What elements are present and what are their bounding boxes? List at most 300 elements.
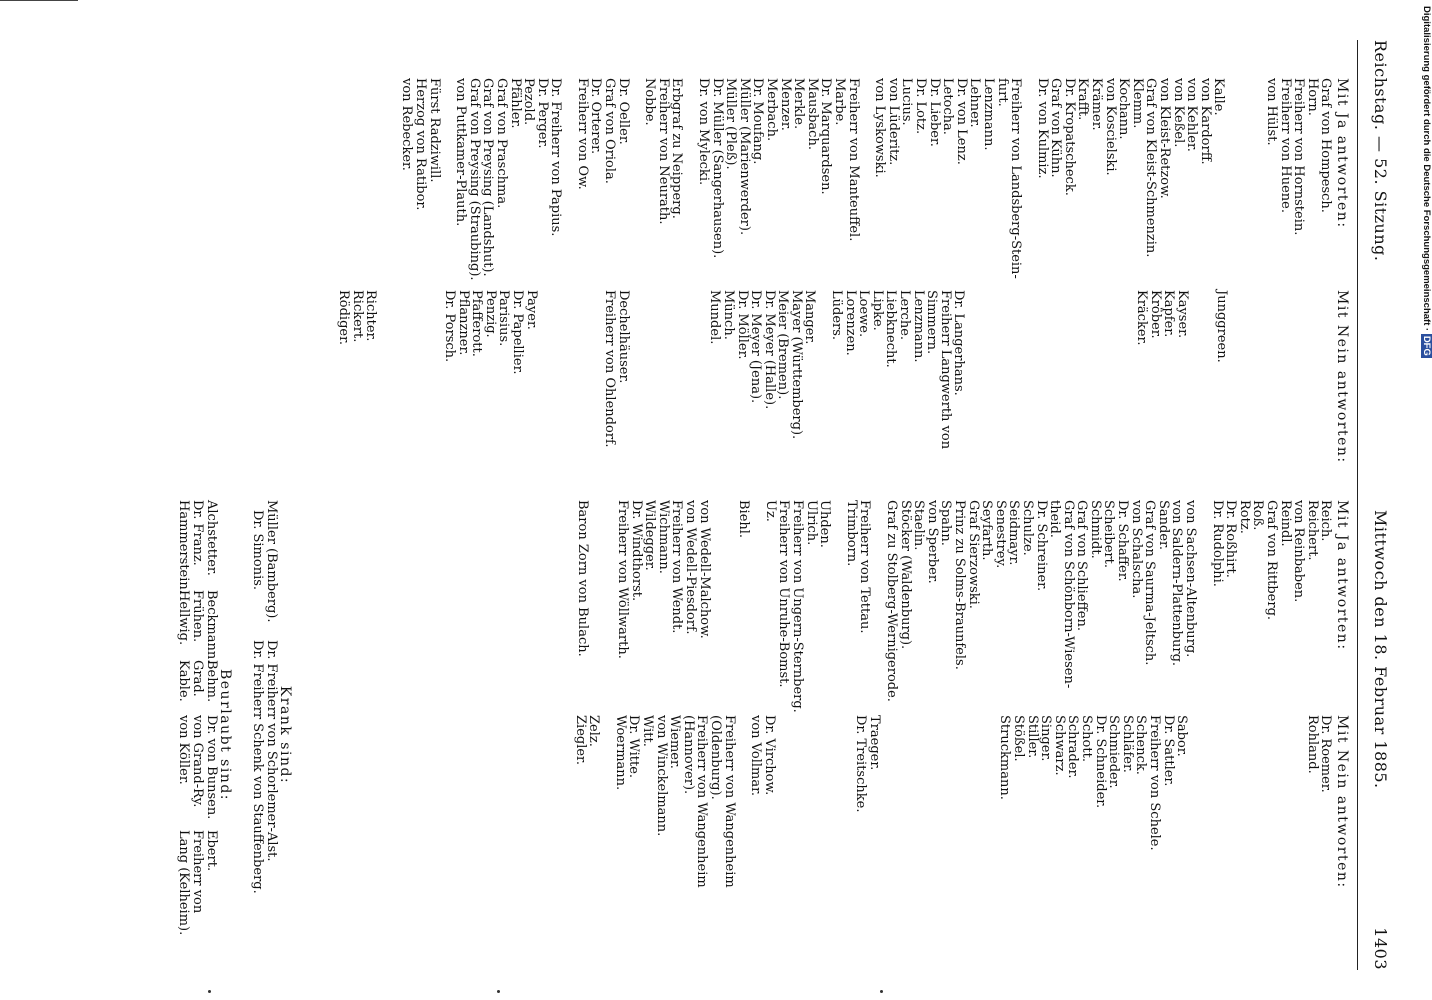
spacer — [1241, 290, 1254, 480]
member-name: Graf von Kleist-Schmenzin. — [1143, 78, 1159, 258]
leave-name: Grad. — [190, 660, 205, 697]
member-name: Freiherr von Manteuffel. — [845, 78, 861, 242]
member-name: Dr. Orterer. — [588, 78, 604, 155]
leave-name: von Grand-Ry. — [190, 715, 205, 808]
spacer — [1121, 290, 1134, 480]
member-name: Dr. Langerhans. — [951, 290, 967, 396]
member-name: Merkle. — [791, 78, 807, 130]
spacer — [403, 290, 416, 480]
spacer — [724, 500, 737, 690]
spacer — [416, 290, 429, 480]
member-name: Payer. — [523, 290, 539, 330]
member-name: Freiherr von Wangenheim — [721, 715, 737, 888]
spacer — [630, 78, 643, 278]
header-session: Reichstag. — 52. Sitzung. — [1371, 40, 1390, 262]
leave-name: Lang (Kelheim). — [176, 830, 191, 936]
member-name: Woermann. — [612, 715, 628, 791]
spacer — [1214, 715, 1227, 915]
member-name: Dr. von Mylecki. — [696, 78, 712, 186]
sick-name: Dr. Freiherr Schenk von Stauffenberg. — [250, 640, 265, 894]
spacer — [1069, 290, 1082, 480]
spacer — [1108, 290, 1121, 480]
member-name: Schläfer. — [1119, 715, 1135, 773]
member-name: Graf von Rittberg. — [1264, 500, 1280, 621]
member-name: Dr. Windthorst. — [628, 500, 644, 602]
member-name: Müller (Marienwerder). — [736, 78, 752, 236]
member-name: Sabor. — [1174, 715, 1190, 757]
member-name: von Kleist-Retzow. — [1157, 78, 1173, 199]
member-name: Graf von Preysing (Straubing). — [466, 78, 482, 281]
member-name: Schmieder. — [1106, 715, 1122, 789]
member-name: Manger. — [802, 290, 818, 345]
member-name: Traeger. — [866, 715, 882, 771]
spacer — [1225, 78, 1238, 278]
column-ja-2 — [575, 500, 1350, 713]
leave-name: Kable. — [176, 660, 191, 702]
member-name: Wiemer. — [667, 715, 683, 769]
member-name: Klemm. — [1129, 78, 1145, 129]
member-name: Freiherr von Schele. — [1147, 715, 1163, 851]
spacer — [776, 715, 789, 915]
member-name: (Hannover). — [680, 715, 696, 795]
spacer — [1267, 290, 1280, 480]
spacer — [750, 500, 763, 690]
spacer — [978, 290, 991, 480]
member-name: Dr. Marquardsen. — [818, 78, 834, 195]
member-name: Freiherr von Neurath. — [655, 78, 671, 225]
member-name: Freiherr Langwerth von — [937, 290, 953, 450]
member-name: theid. — [1047, 500, 1063, 538]
member-name: Mundel. — [707, 290, 723, 345]
member-name: Freiherr von Unruhe-Bomst. — [776, 500, 792, 688]
member-name: Zelz. — [586, 715, 602, 747]
spacer — [1022, 78, 1035, 278]
spacer — [959, 715, 972, 915]
member-name: Freiherr von Wangenheim — [694, 715, 710, 888]
spacer — [946, 715, 959, 915]
member-name: Freiherr von Landsberg-Stein- — [1008, 78, 1024, 279]
spacer — [682, 290, 695, 480]
member-name: Krafft. — [1075, 78, 1091, 121]
member-name: Merbach. — [764, 78, 780, 142]
member-name: von Sperber. — [924, 500, 940, 584]
member-name: Schenck. — [1133, 715, 1149, 775]
member-name: Lehner. — [967, 78, 983, 128]
member-name: Dr. Roemer. — [1318, 715, 1334, 793]
sick-line — [264, 500, 278, 970]
spacer — [1319, 290, 1332, 480]
spacer — [1227, 715, 1240, 915]
member-name: Mayer (Württemberg). — [788, 290, 804, 440]
spacer — [815, 715, 828, 915]
leave-name: Frühen. — [190, 590, 205, 643]
member-name: Kräcker. — [1134, 290, 1150, 346]
member-name: Schott. — [1079, 715, 1095, 762]
member-name: Lorenzen. — [842, 290, 858, 356]
member-name: Dr. Sattler. — [1160, 715, 1176, 787]
member-name: Dr. Papellier. — [509, 290, 525, 375]
member-name: Sander. — [1155, 500, 1171, 550]
member-name: Dr. Lieber. — [926, 78, 942, 147]
dfg-sidebar — [1418, 6, 1432, 566]
member-name: Freiherr von Tettau. — [857, 500, 873, 634]
member-name: Staelin. — [911, 500, 927, 551]
member-name: Stößel. — [1011, 715, 1027, 762]
member-name: Reichert. — [1304, 500, 1320, 561]
member-name: Scheibert. — [1101, 500, 1117, 568]
member-name: Spahn. — [938, 500, 954, 546]
member-name: Pfähler. — [507, 78, 523, 129]
member-name: Baron Zorn von Bulach. — [575, 500, 591, 657]
spacer — [390, 290, 403, 480]
member-name: furt. — [994, 78, 1010, 107]
spacer — [562, 78, 575, 278]
member-name: Schwarz. — [1051, 715, 1067, 776]
leave-name: Freiherr von — [190, 830, 205, 914]
member-name: Pfafferott. — [469, 290, 485, 357]
member-name: Letocha. — [940, 78, 956, 135]
member-name: Freiherr von Ow. — [574, 78, 590, 190]
member-name: Freiherr von Wendt. — [669, 500, 685, 634]
spacer — [1280, 290, 1293, 480]
spacer — [377, 290, 390, 480]
member-name: Dr. Porsch. — [442, 290, 457, 363]
spacer — [1188, 715, 1201, 915]
spacer — [1266, 715, 1279, 915]
member-name: Rohland. — [1304, 715, 1320, 774]
leave-row — [190, 500, 204, 970]
member-name: Roß. — [1250, 500, 1266, 531]
dfg-logo: DFG — [1421, 335, 1432, 356]
member-name: von Koscielski. — [1102, 78, 1118, 176]
leave-name: Beckmann. — [204, 590, 219, 664]
header-rule — [1357, 40, 1358, 970]
member-name: Marbe. — [832, 78, 847, 126]
member-name: Dr. Meyer (Halle). — [761, 290, 777, 410]
spacer — [1017, 290, 1030, 480]
leave-heading: Beurlaubt sind: — [217, 668, 233, 802]
spacer — [1254, 290, 1267, 480]
spacer — [1253, 715, 1266, 915]
spacer — [630, 290, 643, 480]
member-name: Pezold. — [521, 78, 537, 126]
member-name: von Schalscha. — [1128, 500, 1144, 599]
sick-heading: Krank sind: — [277, 685, 293, 785]
column-nein-2 — [573, 715, 1348, 915]
sick-name: Dr. Simonis. — [250, 510, 265, 591]
member-name: Graf von Schönborn-Wiesen- — [1060, 500, 1076, 689]
member-name: Seyfarth. — [979, 500, 995, 561]
spacer — [1293, 290, 1306, 480]
spacer — [1043, 290, 1056, 480]
spacer — [429, 290, 442, 480]
member-name: Dr. Moufang. — [750, 78, 766, 165]
member-name: Freiherr von Huene. — [1277, 78, 1293, 213]
member-name: von Rebecker. — [399, 78, 415, 171]
spacer — [600, 715, 613, 915]
spacer — [441, 78, 454, 278]
leave-name: Behm. — [204, 660, 219, 703]
spacer — [894, 715, 907, 915]
spacer — [841, 715, 854, 915]
spacer — [590, 290, 603, 480]
spacer — [711, 500, 724, 690]
member-name: von Vollmar. — [748, 715, 764, 797]
spacer — [965, 290, 978, 480]
member-name: Dr. Roßhirt. — [1223, 500, 1239, 578]
member-name: Lipke. — [869, 290, 885, 331]
member-name: Dr. Rudolphi. — [1209, 500, 1225, 587]
member-name: Uhden. — [817, 500, 833, 548]
member-name: Ziegler. — [572, 715, 588, 765]
member-name: Dr. Perger. — [534, 78, 550, 149]
member-name: von Wedell-Malchow. — [696, 500, 712, 639]
spacer — [590, 500, 603, 690]
spacer — [1238, 78, 1251, 278]
member-name: Dr. Freiherr von Papius. — [548, 78, 564, 237]
leave-name: Dr. von Bunsen. — [204, 715, 219, 820]
member-name: Dr. von Kulmiz. — [1034, 78, 1050, 179]
dfg-caption: Digitalisierung gefördert durch die Deutsche Forschungsgemeinschaft · — [1421, 6, 1432, 332]
member-name: Kalle. — [1211, 78, 1227, 116]
leave-name: Ebert. — [204, 830, 219, 872]
member-name: Lucius. — [899, 78, 915, 126]
spacer — [860, 78, 873, 278]
spacer — [1202, 290, 1215, 480]
member-name: Graf zu Stolberg-Wernigerode. — [884, 500, 899, 702]
member-name: Seidmayr. — [1006, 500, 1022, 566]
spacer — [1201, 715, 1214, 915]
spacer — [907, 715, 920, 915]
member-name: Senestrey. — [992, 500, 1008, 569]
member-name: Lüders. — [829, 290, 845, 341]
leave-section — [176, 500, 232, 970]
member-name: Menzer. — [777, 78, 793, 131]
member-name: Trimborn. — [843, 500, 859, 567]
member-name: Münch. — [720, 290, 736, 340]
member-name: Pflanzner. — [455, 290, 471, 356]
column-heading: Mit Nein antworten: — [1334, 290, 1350, 464]
spacer — [881, 715, 894, 915]
member-name: von Sachsen-Altenburg. — [1183, 500, 1199, 658]
member-name: Graf von Schlieffen. — [1074, 500, 1090, 631]
member-name: Dr. Treitschke. — [853, 715, 869, 813]
member-name: Dr. Schneider. — [1092, 715, 1108, 809]
spacer — [577, 290, 590, 480]
member-name: Parisius. — [496, 290, 512, 347]
spacer — [933, 715, 946, 915]
spacer — [871, 500, 884, 690]
member-name: Dr. Virchow. — [761, 715, 777, 796]
member-name: Lenzmann. — [980, 78, 996, 151]
spacer — [564, 290, 577, 480]
leave-row — [204, 500, 218, 970]
spacer — [789, 715, 802, 915]
member-name: Graf von Hompesch. — [1318, 78, 1334, 213]
member-name: Müller (Pleß). — [723, 78, 739, 170]
member-name: Freiherr von Ohlendorf. — [602, 290, 618, 448]
member-name: Rödiger. — [336, 290, 352, 346]
member-name: Liebknecht. — [883, 290, 899, 368]
spacer — [656, 290, 669, 480]
spacer — [1306, 290, 1319, 480]
leave-name: Dr. Franz. — [190, 500, 205, 566]
member-name: Horn. — [1304, 78, 1320, 116]
member-name: Reich. — [1318, 500, 1334, 542]
page-header — [1364, 40, 1390, 970]
member-name: Meier (Bremen). — [775, 290, 791, 400]
spacer — [669, 290, 682, 480]
member-name: Dr. Möller. — [734, 290, 750, 360]
member-name: Freiherr von Wöllwarth. — [615, 500, 631, 659]
spacer — [1279, 715, 1292, 915]
spacer — [1095, 290, 1108, 480]
spacer — [603, 500, 616, 690]
member-name: von Hülst. — [1264, 78, 1280, 146]
spacer — [1292, 715, 1305, 915]
member-name: Schrader. — [1065, 715, 1081, 779]
member-name: Dr. von Lenz. — [953, 78, 969, 165]
member-name: Rotz. — [1236, 500, 1252, 534]
member-name: Graf von Preysing (Landshut). — [480, 78, 496, 277]
column-nein-1 — [337, 290, 1348, 480]
member-name: Dr. Schreiner. — [1033, 500, 1049, 592]
member-name: Freiherr von Ungern-Sternberg. — [790, 500, 806, 713]
member-name: von Lyskowski. — [872, 78, 888, 178]
member-name: Ulrich. — [803, 500, 819, 546]
member-name: von Saldern-Plattenburg. — [1169, 500, 1185, 667]
member-name: Kayser. — [1174, 290, 1190, 339]
spacer — [828, 715, 841, 915]
member-name: von Lüderitz. — [885, 78, 901, 166]
spacer — [538, 290, 551, 480]
member-name: Stiller. — [1024, 715, 1040, 759]
member-name: von Kehler. — [1184, 78, 1200, 152]
member-name: Graf von Saurma-Jeltsch. — [1142, 500, 1158, 666]
member-name: Graf von Praschma. — [493, 78, 509, 209]
member-name: Junggreen. — [1214, 290, 1230, 363]
member-name: Mausbach. — [804, 78, 820, 150]
spacer — [1082, 290, 1095, 480]
member-name: Dr. Oeller. — [615, 78, 631, 145]
spacer — [831, 500, 844, 690]
spacer — [802, 715, 815, 915]
member-name: von Keßel. — [1170, 78, 1186, 148]
member-name: Kröber. — [1147, 290, 1163, 339]
header-date: Mittwoch den 18. Februar 1885. — [1371, 510, 1390, 789]
member-name: Fürst Radziwill. — [426, 78, 442, 183]
member-name: Simmern. — [924, 290, 940, 355]
spacer — [1056, 290, 1069, 480]
spacer — [551, 290, 564, 480]
member-name: Penzig. — [482, 290, 498, 338]
member-name: (Oldenburg). — [707, 715, 723, 800]
member-name: Schulze. — [1019, 500, 1035, 556]
member-name: Dr. Müller (Sangerhausen). — [709, 78, 725, 259]
spacer — [972, 715, 985, 915]
spacer — [1228, 290, 1241, 480]
sick-section — [250, 500, 292, 970]
member-name: Dr. Meyer (Jena). — [748, 290, 764, 404]
member-name: Dechelhäuser. — [615, 290, 631, 384]
member-name: Dr. Witte. — [626, 715, 642, 779]
member-name: Krämer. — [1089, 78, 1105, 131]
member-name: Kapfer. — [1161, 290, 1177, 338]
member-name: Nobbe. — [642, 78, 658, 126]
column-heading: Mit Nein antworten: — [1334, 715, 1350, 889]
spacer — [985, 715, 998, 915]
member-name: von Reinbaben. — [1291, 500, 1307, 603]
spacer — [1240, 715, 1253, 915]
member-name: von Kardorff. — [1197, 78, 1213, 165]
leave-name: Alchstetter. — [204, 500, 219, 576]
leave-name: von Köller. — [176, 715, 191, 785]
member-name: Lenzmann. — [910, 290, 926, 363]
leave-name: Hammerstein. — [176, 500, 191, 594]
member-name: Reindl. — [1277, 500, 1293, 547]
member-name: Prinz zu Solms-Braunfels. — [951, 500, 967, 670]
member-name: Dr. Schaffer. — [1115, 500, 1131, 582]
member-name: Richter. — [363, 290, 379, 342]
sick-name: Dr. Freiherr von Schorlemer-Alst. — [264, 640, 279, 862]
spacer — [817, 290, 830, 480]
spacer — [991, 290, 1004, 480]
member-name: von Winckelmann. — [653, 715, 669, 837]
member-name: Uz. — [762, 500, 778, 522]
member-name: von Wedell-Piesdorf. — [683, 500, 699, 635]
member-name: Struckmann. — [997, 715, 1013, 800]
spacer — [1197, 500, 1210, 690]
member-name: Wildegger. — [642, 500, 658, 571]
spacer — [1189, 290, 1202, 480]
member-name: Rickert. — [349, 290, 365, 343]
spacer — [1251, 78, 1264, 278]
member-name: Singer. — [1038, 715, 1054, 762]
member-name: Dr. Kropatscheck. — [1061, 78, 1077, 196]
leave-row — [176, 500, 190, 970]
member-name: Biehl. — [736, 500, 752, 539]
member-name: Graf von Kühn. — [1048, 78, 1064, 178]
member-name: Freiherr von Hornstein. — [1291, 78, 1307, 236]
spacer — [1030, 290, 1043, 480]
member-name: Wichmann. — [655, 500, 671, 574]
spacer — [695, 290, 708, 480]
member-name: Erbgraf zu Neipperg. — [669, 78, 685, 219]
spacer — [736, 715, 749, 915]
leave-name: Hellwig. — [176, 590, 191, 646]
member-name: von Puttkamer-Plauth. — [453, 78, 469, 227]
sick-name: Müller (Bamberg). — [264, 500, 279, 623]
column-heading: Mit Ja antworten: — [1334, 78, 1350, 229]
member-name: Schmidt. — [1087, 500, 1103, 559]
member-name: Lerche. — [897, 290, 913, 341]
member-name: Witt. — [639, 715, 655, 747]
column-ja-1 — [399, 78, 1350, 281]
member-name: Herzog von Ratibor. — [412, 78, 428, 211]
member-name: Dr. Lotz. — [912, 78, 928, 135]
sick-line — [250, 500, 264, 970]
member-name: Graf Sierzowski. — [965, 500, 981, 609]
member-name: Loewe. — [856, 290, 872, 338]
member-name: Graf von Oriola. — [602, 78, 618, 184]
spacer — [1004, 290, 1017, 480]
member-name: Stöcker (Waldenburg). — [897, 500, 913, 650]
member-name: Kochann. — [1116, 78, 1132, 140]
column-heading: Mit Ja antworten: — [1334, 500, 1350, 651]
spacer — [920, 715, 933, 915]
page-number: 1403 — [1371, 927, 1390, 970]
spacer — [643, 290, 656, 480]
